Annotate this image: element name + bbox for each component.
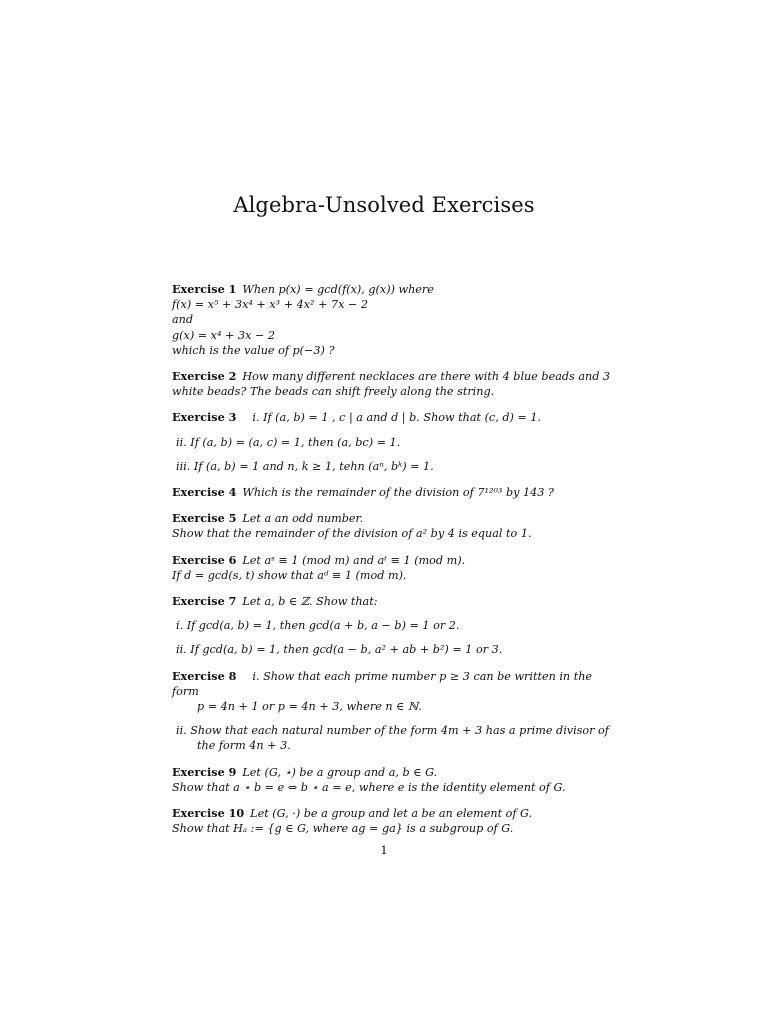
exercise-text: Show that the remainder of the division of a² by 4 is equal to 1. bbox=[172, 527, 532, 541]
exercise-label: Exercise 9 bbox=[172, 764, 237, 779]
exercise-list bbox=[172, 282, 622, 847]
exercise-label: Exercise 10 bbox=[172, 806, 245, 821]
exercise-text: Let a an odd number. bbox=[242, 512, 364, 526]
page-number: 1 bbox=[380, 843, 388, 857]
exercise-item: i. If gcd(a, b) = 1, then gcd(a + b, a − b) = 1 or 2. bbox=[176, 619, 460, 633]
exercise-text: When p(x) = gcd(f(x), g(x)) where bbox=[242, 283, 434, 296]
exercise-label: Exercise 1 bbox=[172, 282, 237, 296]
exercise-text: Let aˢ ≡ 1 (mod m) and aᵗ ≡ 1 (mod m). bbox=[242, 553, 466, 567]
exercise-3 bbox=[172, 410, 622, 474]
exercise-text: g(x) = x⁴ + 3x − 2 bbox=[172, 328, 275, 342]
exercise-text: Show that a ⋆ b = e ⇔ b ⋆ a = e, where e is the identity element of G. bbox=[172, 780, 566, 794]
document-title: Algebra-Unsolved Exercises bbox=[233, 193, 535, 217]
exercise-text: If d = gcd(s, t) show that aᵈ ≡ 1 (mod m). bbox=[172, 568, 407, 582]
exercise-text: How many different necklaces are there with 4 blue beads and 3 bbox=[242, 370, 611, 384]
exercise-9 bbox=[172, 765, 622, 795]
exercise-text: f(x) = x⁵ + 3x⁴ + x³ + 4x² + 7x − 2 bbox=[172, 298, 369, 312]
exercise-item: ii. If (a, b) = (a, c) = 1, then (a, bc) = 1. bbox=[176, 435, 401, 449]
exercise-text: and bbox=[172, 313, 194, 327]
exercise-label: Exercise 5 bbox=[172, 511, 237, 526]
exercise-item: ii. Show that each natural number of the form 4m + 3 has a prime divisor of bbox=[176, 724, 609, 738]
exercise-label: Exercise 8 bbox=[172, 668, 237, 683]
exercise-label: Exercise 3 bbox=[172, 410, 237, 425]
exercise-label: Exercise 7 bbox=[172, 594, 237, 609]
exercise-8 bbox=[172, 669, 622, 754]
exercise-text: white beads? The beads can shift freely along the string. bbox=[172, 385, 495, 399]
exercise-label: Exercise 2 bbox=[172, 369, 237, 384]
exercise-label: Exercise 4 bbox=[172, 485, 237, 500]
exercise-10 bbox=[172, 806, 622, 836]
exercise-text: Let (G, ·) be a group and let a be an element of G. bbox=[250, 807, 533, 821]
exercise-item-continuation: the form 4n + 3. bbox=[197, 739, 291, 753]
exercise-7 bbox=[172, 594, 622, 658]
exercise-label: Exercise 6 bbox=[172, 552, 237, 567]
exercise-4 bbox=[172, 485, 622, 500]
exercise-item: ii. If gcd(a, b) = 1, then gcd(a − b, a² + ab + b²) = 1 or 3. bbox=[176, 643, 503, 657]
exercise-text: Show that Hₐ := {g ∈ G, where ag = ga} is a subgroup of G. bbox=[172, 822, 514, 836]
exercise-text: which is the value of p(−3) ? bbox=[172, 343, 335, 357]
exercise-item: iii. If (a, b) = 1 and n, k ≥ 1, tehn (aⁿ, bᵏ) = 1. bbox=[176, 459, 434, 473]
exercise-item: i. Show that each prime number p ≥ 3 can be written in the form bbox=[172, 669, 593, 698]
exercise-text: Which is the remainder of the division of 7¹²⁰³ by 143 ? bbox=[242, 486, 554, 500]
exercise-item: i. If (a, b) = 1 , c | a and d | b. Show that (c, d) = 1. bbox=[252, 411, 541, 425]
exercise-text: Let a, b ∈ ℤ. Show that: bbox=[242, 595, 378, 609]
exercise-5 bbox=[172, 511, 622, 541]
exercise-item-continuation: p = 4n + 1 or p = 4n + 3, where n ∈ ℕ. bbox=[197, 700, 422, 714]
exercise-1 bbox=[172, 282, 622, 358]
exercise-text: Let (G, ⋆) be a group and a, b ∈ G. bbox=[242, 765, 438, 779]
exercise-6 bbox=[172, 553, 622, 583]
exercise-2 bbox=[172, 369, 622, 399]
